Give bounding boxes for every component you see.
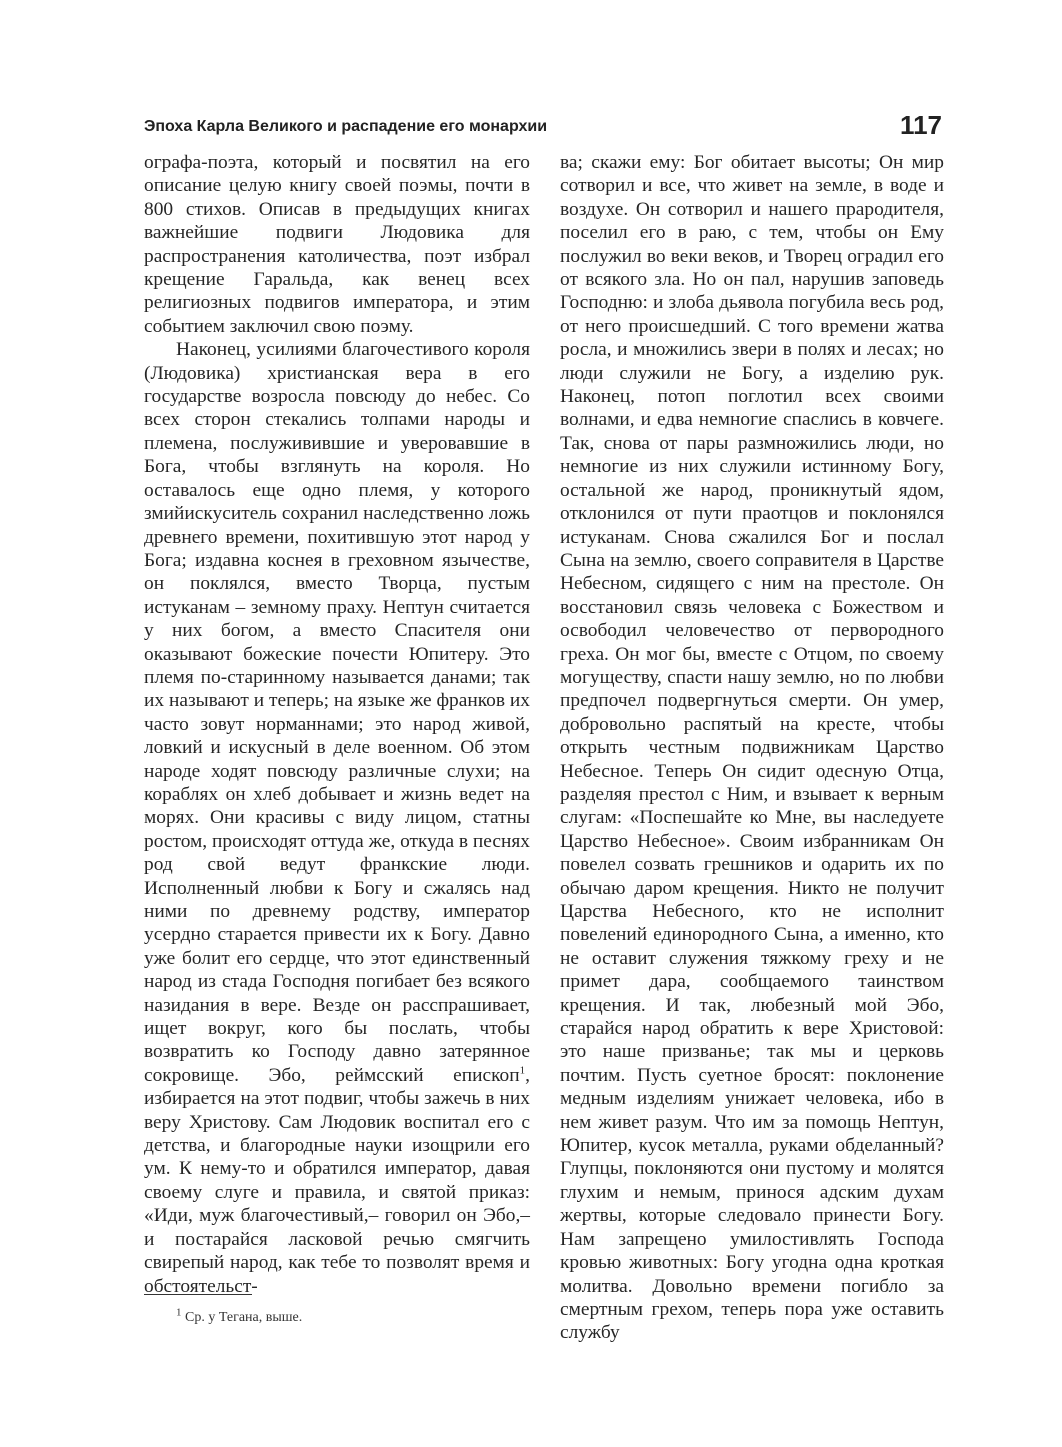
paragraph-main [144,338,530,1298]
running-title: Эпоха Карла Великого и распадение его монархии [144,118,548,135]
footnote [176,1306,303,1326]
right-text-column [560,151,944,1345]
paragraph-continuation-right: ва; скажи ему: Бог обитает высоты; Он мир сотворил и все, что живет на земле, в воде и воздухе. Он сотворил и нашего прародителя, поселил его в раю, с тем, чтобы он Ему послужил во веки веков, и Творец оградил его от всякого зла. Но он пал, нарушив заповедь Господню: и злоба дьявола погубила весь род, от него происшедший. С того времени жатва росла, и множились звери в полях и лесах; но люди служили не Богу, а изделию рук. Наконец, потоп поглотил всех своими волнами, и едва немногие спаслись в ковчеге. Так, снова от пары размножились люди, но немногие из них служили истинному Богу, остальной же народ, проникнутый ядом, отклонился от пути праотцов и поклонялся истуканам. Снова сжалился Бог и послал Сына на землю, своего соправителя в Царстве Небесном, сидящего с ним на престоле. Он восстановил связь человека с Божеством и освободил человечество от первородного греха. Он мог бы, вместе с Отцом, по своему могуществу, спасти нашу землю, но по любви предпочел подвергнуться смерти. Он умер, добровольно распятый на кресте, чтобы открыть честным подвижникам Царство Небесное. Теперь Он сидит одесную Отца, разделяя престол с Ним, и взывает к верным слугам: «Поспешайте ко Мне, вы наследуете Царство Небесное». Своим избранникам Он повелел созвать грешников и одарить их по обычаю даром крещения. Никто не получит Царства Небесного, кто не исполнит повелений единородного Сына, а именно, кто не оставит служения тяжкому греху и не примет дара, сообщаемого таинством крещения. И так, любезный мой Эбо, старайся народ обратить к вере Христовой: это наше призванье; так мы и церковь почтим. Пусть суетное бросят: поклонение медным изделиям унижает человека, ибо в нем живет разум. Что им за помощь Нептун, Юпитер, кусок металла, руками обделанный? Глупцы, поклоняются они пустому и молятся глухим и немым, принося адским духам жертвы, которые следовало принести Богу. Нам запрещено умилостивлять Господа кровью животных: Богу угодна одна кроткая молитва. Довольно времени погибло за смертным грехом, теперь пора уже оставить службу [560,152,944,1344]
footnote-text: Ср. у Тегана, выше. [181,1310,303,1325]
paragraph-text-after-note: , избирается на этот подвиг, чтобы зажечь в них веру Христову. Сам Людовик воспитал его с детства, и благородные науки изощрили его ум. К нему-то и обратился император, давая своему слуге и правила, и святой приказ: «Иди, муж благочестивый,– говорил он Эбо,– и постарайся ласковой речью смягчить свирепый народ, как тебе то позволят время и обстоятельст- [144,1064,530,1297]
page-number: 117 [900,110,942,140]
paragraph-continuation-left: ографа-поэта, который и посвятил на его описание целую книгу своей поэмы, почти в 800 стихов. Описав в предыдущих книгах важнейшие подвиги Людовика для распространения католичества, поэт избрал крещение Гаральда, как венец всех религиозных подвигов императора, и этим событием заключил свою поэму. [144,152,530,337]
footnote-marker: 1 [176,1306,182,1319]
left-text-column [144,151,530,1298]
footnote-reference: 1 [519,1064,526,1077]
footnote-divider [144,1294,252,1295]
paragraph-text-before-note: Наконец, усилиями благочестивого короля (Людовика) христианская вера в его государстве возросла повсюду до небес. Со всех сторон стекались толпами народы и племена, послуживившие и уверовавшие в Бога, чтобы взглянуть на короля. Но оставалось еще одно племя, у которого змийискуситель сохранил наследственно ложь древнего времени, похитившую этот народ у Бога; издавна коснея в греховном язычестве, он поклялся, вместо Творца, пустым истуканам – земному праху. Нептун считается у них богом, а вместо Спасителя они оказывают божеские почести Юпитеру. Это племя по-старинному называется данами; так их называют и теперь; на языке же франков их часто зовут норманнами; это народ живой, ловкий и искусный в деле военном. Об этом народе ходят повсюду различные слухи; на кораблях он хлеб добывает и жизнь ведет на морях. Они красивы с виду лицом, статны ростом, происходят оттуда же, откуда в песнях род свой ведут франкские люди. Исполненный любви к Богу и сжалясь над ними по древнему родству, император усердно старается привести их к Богу. Давно уже болит его сердце, что этот единственный народ из стада Господня погибает без всякого назидания в вере. Везде он расспрашивает, ищет вокруг, кого бы послать, чтобы возвратить ко Господу давно затерянное сокровище. Эбо, реймсский епископ [144,339,530,1086]
